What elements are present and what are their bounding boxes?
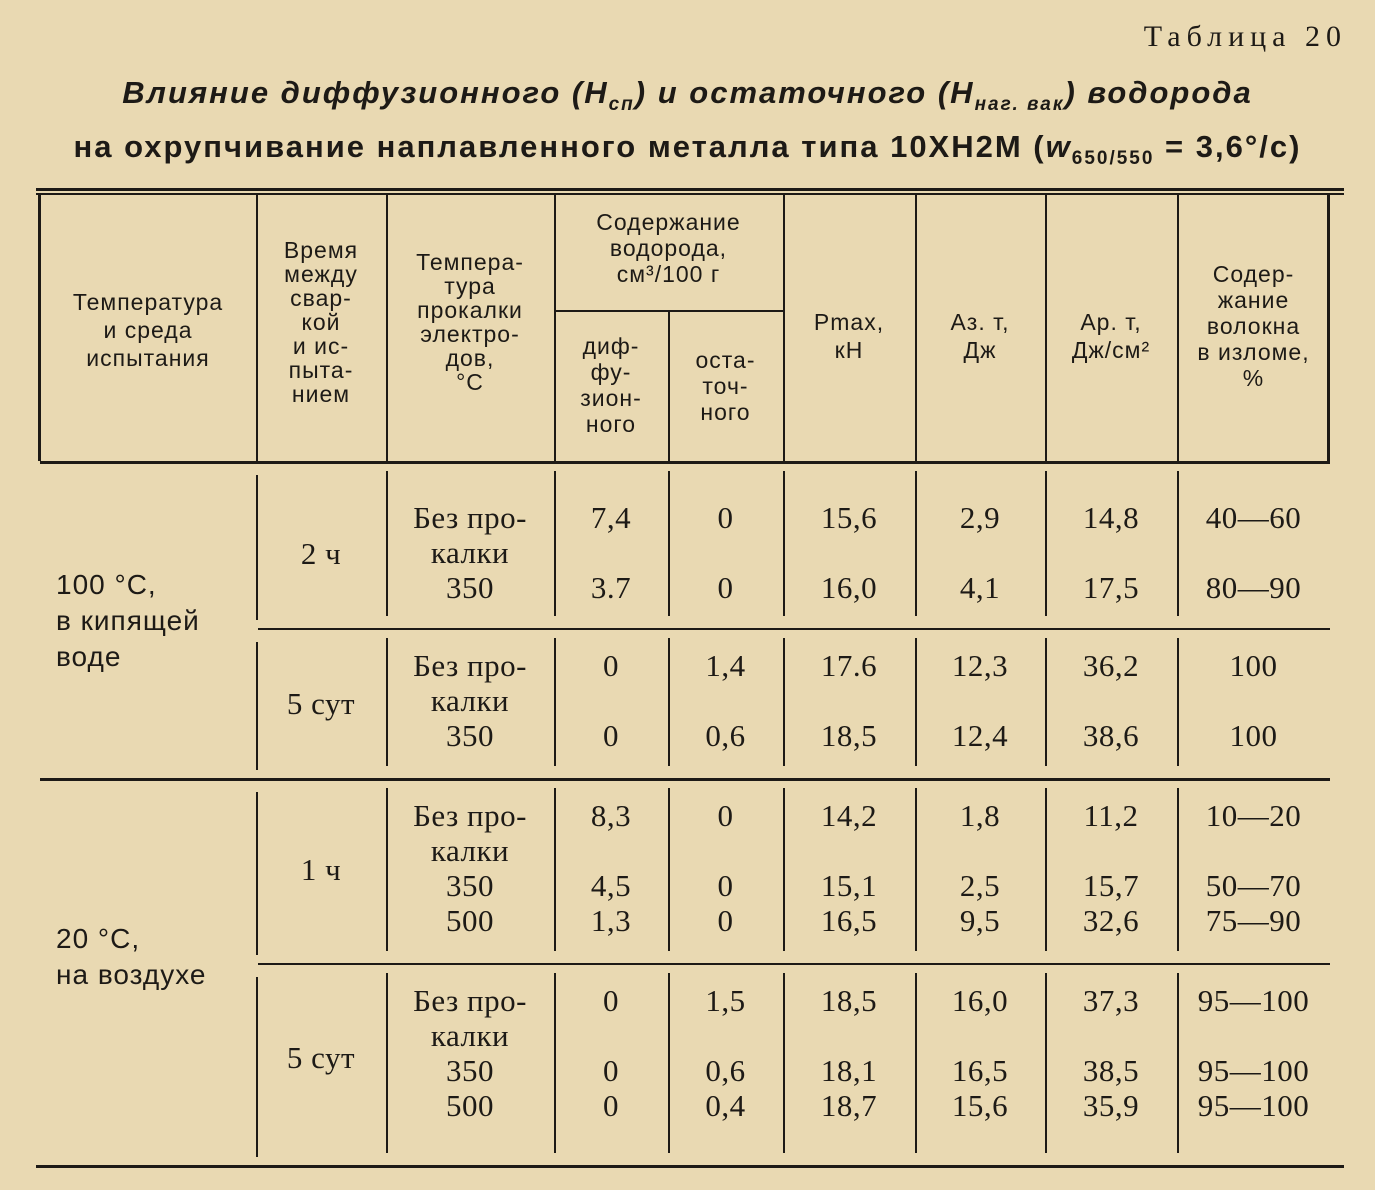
bake-temp-cell: Без про-	[413, 798, 527, 833]
diffusible-cell: 8,3	[590, 798, 632, 833]
pmax-cell: 15,1	[820, 868, 878, 903]
test-condition-cell: в кипящей	[56, 605, 200, 636]
bake-temp-cell: Без про-	[413, 500, 527, 535]
a-rt-cell: 35,9	[1082, 1088, 1140, 1123]
title-line-2: на охрупчивание наплавленного металла типа 10ХН2М $(w_{650/550} = 3,6^\circ/с)$	[73, 129, 1302, 170]
header-a-rt: Aр. т,	[1080, 309, 1142, 335]
diffusible-cell: 4,5	[590, 868, 632, 903]
header-pmax: Pmax,	[813, 309, 885, 335]
bake-temp-cell: калки	[430, 833, 510, 868]
header-a-zt: Aз. т,	[950, 309, 1010, 335]
a-zt-cell: 1,8	[959, 798, 1001, 833]
residual-cell: 0	[717, 500, 734, 535]
header-bake-temp: Темпера-	[416, 249, 524, 275]
residual-cell: 0,4	[705, 1088, 746, 1123]
header-fiber: в изломе,	[1197, 339, 1310, 365]
header-time-between: пыта-	[288, 357, 354, 383]
header-hydrogen-group: см³/100 г	[616, 261, 721, 287]
table-title	[40, 72, 1335, 180]
header-bake-temp: дов,	[445, 345, 495, 371]
diffusible-cell: 0	[603, 718, 619, 753]
time-between-cell: 2 ч	[300, 536, 342, 571]
diffusible-cell: 0	[603, 983, 619, 1018]
fiber-cell: 80—90	[1205, 570, 1302, 605]
residual-cell: 0	[717, 868, 734, 903]
fiber-cell: 10—20	[1205, 798, 1302, 833]
a-zt-cell: 16,0	[951, 983, 1009, 1018]
residual-cell: 0	[717, 798, 734, 833]
header-fiber: %	[1242, 365, 1265, 391]
bake-temp-cell: 500	[446, 903, 494, 938]
subgroup-divider-rule	[258, 628, 1330, 630]
diffusible-cell: 1,3	[590, 903, 632, 938]
header-time-between: нием	[291, 381, 351, 407]
residual-cell: 0	[717, 903, 734, 938]
time-between-cell: 5 сут	[286, 1040, 356, 1075]
pmax-cell: 18,5	[820, 983, 878, 1018]
a-rt-cell: 36,2	[1082, 648, 1140, 683]
bake-temp-cell: 350	[446, 868, 494, 903]
header-fiber: волокна	[1206, 313, 1301, 339]
header-diffusible: фу-	[590, 359, 632, 385]
table-top-rule-2	[36, 193, 1344, 195]
residual-cell: 1,5	[705, 983, 746, 1018]
time-between-cell: 5 сут	[286, 686, 356, 721]
header-time-between: и ис-	[292, 333, 350, 359]
test-condition-cell: 20 °С,	[56, 923, 141, 954]
a-rt-cell: 32,6	[1082, 903, 1140, 938]
bake-temp-cell: 350	[446, 570, 494, 605]
test-condition-cell: воде	[56, 641, 122, 672]
pmax-cell: 15,6	[820, 500, 878, 535]
header-a-zt: Дж	[963, 337, 997, 363]
title-line-1: Влияние диффузионного $(Н_{сп})$ и остаточного $(Н_{наг. вак})$ водорода	[122, 75, 1253, 116]
a-zt-cell: 2,9	[959, 500, 1001, 535]
header-bake-temp: прокалки	[417, 297, 523, 323]
bake-temp-cell: 350	[446, 718, 494, 753]
subgroup-divider-rule	[258, 963, 1330, 965]
residual-cell: 0,6	[705, 1053, 746, 1088]
diffusible-cell: 0	[603, 1053, 619, 1088]
fiber-cell: 100	[1229, 648, 1278, 683]
bake-temp-cell: калки	[430, 1018, 510, 1053]
header-time-between: Время	[283, 237, 359, 263]
header-time-between: кой	[301, 309, 341, 335]
bake-temp-cell: Без про-	[413, 648, 527, 683]
a-zt-cell: 2,5	[959, 868, 1001, 903]
fiber-cell: 40—60	[1205, 500, 1302, 535]
pmax-cell: 14,2	[820, 798, 878, 833]
pmax-cell: 17.6	[820, 648, 878, 683]
a-rt-cell: 15,7	[1082, 868, 1140, 903]
a-zt-cell: 12,4	[951, 718, 1009, 753]
diffusible-cell: 0	[603, 648, 619, 683]
header-bottom-rule	[40, 461, 1330, 464]
residual-cell: 0,6	[705, 718, 746, 753]
fiber-cell: 75—90	[1205, 903, 1302, 938]
header-test-conditions: испытания	[86, 345, 210, 371]
pmax-cell: 18,5	[820, 718, 878, 753]
a-rt-cell: 14,8	[1082, 500, 1140, 535]
test-condition-cell: на воздухе	[56, 959, 207, 990]
fiber-cell: 95—100	[1197, 1088, 1310, 1123]
header-test-conditions: и среда	[103, 317, 193, 343]
table-top-rule	[36, 188, 1344, 191]
header-residual: точ-	[702, 373, 749, 399]
header-residual: ного	[700, 399, 751, 425]
fiber-cell: 100	[1229, 718, 1278, 753]
header-diffusible: зион-	[580, 385, 642, 411]
residual-cell: 1,4	[705, 648, 746, 683]
header-fiber: Содер-	[1212, 261, 1295, 287]
header-test-conditions: Температура	[72, 289, 224, 315]
bake-temp-cell: 500	[446, 1088, 494, 1123]
a-rt-cell: 11,2	[1083, 798, 1139, 833]
bake-temp-cell: 350	[446, 1053, 494, 1088]
group-divider-rule	[40, 778, 1330, 781]
diffusible-cell: 0	[603, 1088, 619, 1123]
diffusible-cell: 3.7	[590, 570, 632, 605]
header-bake-temp: тура	[444, 273, 496, 299]
header-hydrogen-group: водорода,	[609, 235, 728, 261]
a-zt-cell: 16,5	[951, 1053, 1009, 1088]
a-zt-cell: 9,5	[959, 903, 1001, 938]
time-between-cell: 1 ч	[300, 852, 342, 887]
test-condition-cell: 100 °С,	[56, 569, 157, 600]
header-hydrogen-group: Содержание	[596, 209, 741, 235]
fiber-cell: 50—70	[1205, 868, 1302, 903]
bake-temp-cell: калки	[430, 535, 510, 570]
header-a-rt: Дж/см²	[1071, 337, 1151, 363]
header-bake-temp: °С	[456, 369, 484, 395]
a-rt-cell: 38,6	[1082, 718, 1140, 753]
pmax-cell: 16,5	[820, 903, 878, 938]
pmax-cell: 18,7	[820, 1088, 878, 1123]
a-rt-cell: 37,3	[1082, 983, 1140, 1018]
header-fiber: жание	[1217, 287, 1290, 313]
bake-temp-cell: Без про-	[413, 983, 527, 1018]
table-bottom-rule	[36, 1165, 1344, 1168]
residual-cell: 0	[717, 570, 734, 605]
pmax-cell: 18,1	[820, 1053, 878, 1088]
a-zt-cell: 12,3	[951, 648, 1009, 683]
diffusible-cell: 7,4	[590, 500, 632, 535]
bake-temp-cell: калки	[430, 683, 510, 718]
header-time-between: свар-	[290, 285, 352, 311]
header-diffusible: ного	[585, 411, 637, 437]
fiber-cell: 95—100	[1197, 983, 1310, 1018]
a-zt-cell: 4,1	[959, 570, 1001, 605]
header-time-between: между	[284, 261, 358, 287]
table-number: Таблица 20	[1143, 20, 1347, 53]
header-pmax: кН	[834, 337, 864, 363]
a-rt-cell: 17,5	[1082, 570, 1140, 605]
pmax-cell: 16,0	[820, 570, 878, 605]
header-bake-temp: электро-	[420, 321, 520, 347]
a-rt-cell: 38,5	[1082, 1053, 1140, 1088]
header-residual: оста-	[695, 347, 756, 373]
a-zt-cell: 15,6	[951, 1088, 1009, 1123]
fiber-cell: 95—100	[1197, 1053, 1310, 1088]
header-diffusible: диф-	[582, 333, 640, 359]
